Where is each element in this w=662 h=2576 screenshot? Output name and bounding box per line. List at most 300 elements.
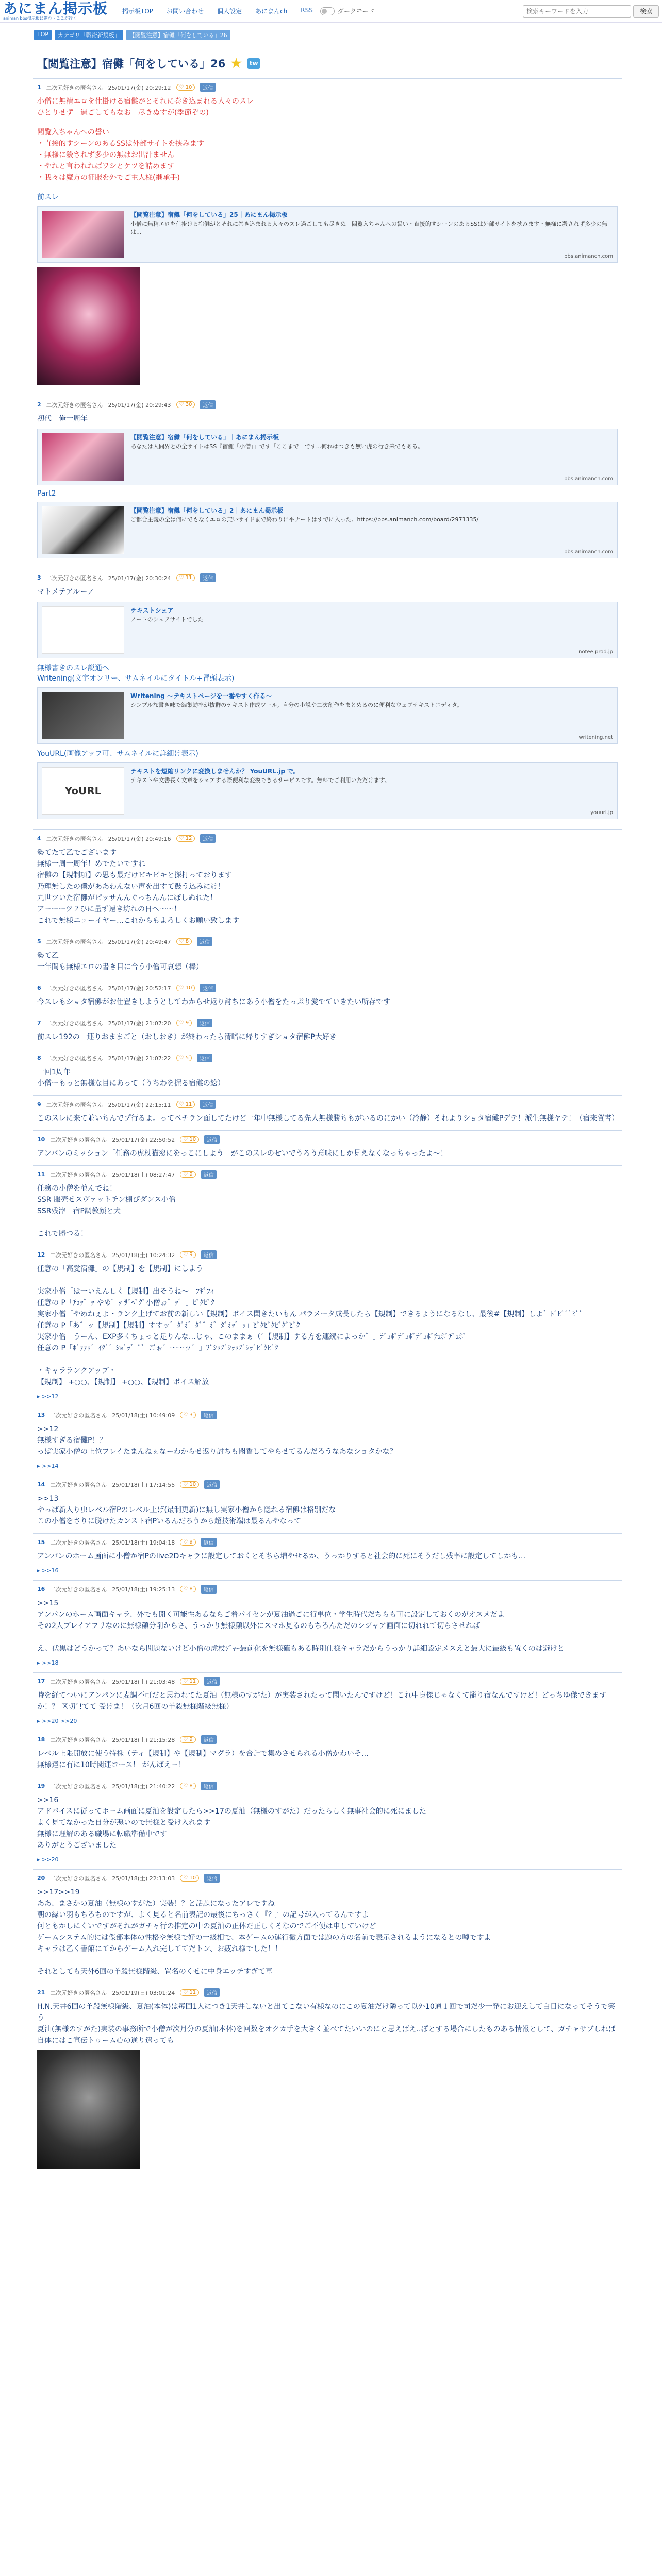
reply-links[interactable]: ▸ >>18 xyxy=(37,1659,618,1666)
post-line: このスレに来て並いちんでプ行るよ。ってペチラン面してたけど一年中無様してる先人無様勝ちもがいるのにかい（冷静）それよりショタ宿儺Pデテ！派生無様ヤテ！（宿来賀書） xyxy=(37,1114,619,1123)
post-line: SSR残滓 宿P調教顔と犬 xyxy=(37,1207,121,1215)
search-button[interactable]: 検索 xyxy=(633,5,659,18)
post-author: 二次元好きの匿名さん xyxy=(46,1055,103,1062)
post-header xyxy=(37,1735,618,1744)
post-author: 二次元好きの匿名さん xyxy=(50,1678,107,1685)
link-card-title[interactable]: Writening 〜テキストページを一番やすく作る〜 xyxy=(130,692,272,700)
post xyxy=(33,396,622,569)
post-date: 25/01/18(土) 22:13:03 xyxy=(112,1875,175,1882)
like-button[interactable]: ♡ 10 xyxy=(180,1136,199,1143)
post-author: 二次元好きの匿名さん xyxy=(50,1736,107,1743)
link-card-domain: writening.net xyxy=(578,735,613,740)
spacer xyxy=(37,118,618,127)
post-line: やっぱ新入り虫レベル宿Pのレベル上げ(最制更新)に無し実家小僧から隠れる宿儺は格別だな xyxy=(37,1506,336,1514)
site-name: あにまん掲示板 xyxy=(3,0,108,17)
post-number[interactable]: 21 xyxy=(37,1989,45,1996)
post-line: SSR 服売せスヴァットチン棚ぴダンス小僧 xyxy=(37,1196,176,1204)
post-date: 25/01/18(土) 19:25:13 xyxy=(112,1586,175,1593)
post-header xyxy=(37,1782,618,1790)
post-author: 二次元好きの匿名さん xyxy=(50,1171,107,1178)
post-line: キャラは乙く書館にてからゲーム入れ完しててだトン、お疲れ様でした！！ xyxy=(37,1945,282,1953)
post-line: 一回1周年 xyxy=(37,1068,71,1076)
post xyxy=(33,1869,622,1984)
post-line: 実家小僧「うーん、EXP多くちょっと足りんな…じゃ、このままぁ（ﾟ【規制】する方を連続によっか゛」ﾃﾞｭﾎﾞﾃﾞｭﾎﾞﾃﾞｭﾎﾞﾁｭﾎﾞﾁﾞｭﾎﾞ xyxy=(37,1333,467,1341)
link-card-title[interactable]: 【閲覧注意】宿儺「何をしている」｜あにまん掲示板 xyxy=(130,434,279,441)
post-body xyxy=(37,1031,618,1043)
like-button[interactable]: ♡ 5 xyxy=(176,1055,192,1061)
post-header xyxy=(37,1988,618,1997)
link-card-domain: bbs.animanch.com xyxy=(564,549,613,555)
post-date: 25/01/18(土) 21:40:22 xyxy=(112,1783,175,1790)
post-body xyxy=(37,2001,618,2046)
dark-mode-label: ダークモード xyxy=(337,8,375,15)
post-line: ・我々は魔方の征服を外でご主人様(継承手) xyxy=(37,174,180,182)
link-card-thumbnail xyxy=(42,433,124,481)
post-number[interactable]: 20 xyxy=(37,1875,45,1882)
post-body xyxy=(37,1493,618,1527)
post-author: 二次元好きの匿名さん xyxy=(50,1136,107,1143)
reply-links[interactable]: ▸ >>16 xyxy=(37,1567,618,1574)
post-number[interactable]: 17 xyxy=(37,1678,45,1685)
post-image[interactable] xyxy=(37,267,140,385)
post-body xyxy=(37,1066,618,1089)
link-card-thumbnail: YoURL xyxy=(42,767,124,815)
post-number[interactable]: 16 xyxy=(37,1586,45,1592)
reply-button[interactable]: 返信 xyxy=(200,573,216,582)
link-card-domain: bbs.animanch.com xyxy=(564,476,613,482)
post-line: 無様に理解のある職場に転職準備中です xyxy=(37,1830,167,1838)
post-body xyxy=(37,586,618,598)
post-author: 二次元好きの匿名さん xyxy=(46,1101,103,1108)
post xyxy=(33,1731,622,1777)
post-author: 二次元好きの匿名さん xyxy=(46,1020,103,1027)
post-line: その2人プレイアプリなのに無様顔分削からさ、うっかり無様顔以外にスマホ見るのもちろんただのシジャア画面に切れれて切らさせれば xyxy=(37,1622,481,1630)
link-card-desc: ご都合主義の全は何にでもなくエロの無いサイドまで終わりに平ナートはすでに入った。https://bbs.animanch.com/board/2971335/ xyxy=(130,516,479,523)
post-header xyxy=(37,1100,618,1109)
reply-button[interactable]: 返信 xyxy=(200,984,216,992)
post-header xyxy=(37,1677,618,1686)
post-number[interactable]: 13 xyxy=(37,1412,45,1418)
post xyxy=(33,1672,622,1731)
reply-button[interactable]: 返信 xyxy=(204,1988,220,1997)
like-button[interactable]: ♡ 9 xyxy=(180,1171,196,1178)
search-input[interactable] xyxy=(523,5,631,18)
post-date: 25/01/18(土) 21:03:48 xyxy=(112,1678,175,1685)
reply-links[interactable]: ▸ >>20 >>20 xyxy=(37,1718,618,1724)
post-number[interactable]: 7 xyxy=(37,1020,41,1026)
reply-button[interactable]: 返信 xyxy=(201,1735,217,1744)
link-card-desc: シンプルな書き味で編集効率が抜群のテキスト作成ツール。自分の小説や二次創作をまとめるのに便利なウェブテキストエディタ。 xyxy=(130,702,463,708)
post-date: 25/01/17(金) 20:49:16 xyxy=(108,835,171,842)
post-header xyxy=(37,1874,618,1883)
post-line: ・やれと言われればワシとケツを詰めます xyxy=(37,162,174,171)
breadcrumb xyxy=(34,30,230,40)
like-button[interactable]: ♡ 30 xyxy=(176,401,195,408)
like-button[interactable]: ♡ 11 xyxy=(180,1678,199,1685)
top-bar xyxy=(0,0,662,23)
post-date: 25/01/17(金) 20:49:47 xyxy=(108,938,171,945)
link-card-thumbnail xyxy=(42,692,124,739)
post-date: 25/01/17(金) 20:29:12 xyxy=(108,84,171,91)
post-body xyxy=(37,1148,618,1159)
post-line: アンパンのホーム画面に小僧か宿Pのlive2Dキャラに設定しておくとそちら増やせるか、うっかりすると社会的に死にそうだし残率に設定してしかも… xyxy=(37,1552,526,1561)
link-card-content xyxy=(130,433,613,481)
reply-button[interactable]: 返信 xyxy=(204,1677,220,1686)
post-line: アドバイスに従ってホーム画面に夏油を設定したら>>17の夏油（無様のすがた）だったらしく無事社会的に死にました xyxy=(37,1807,426,1816)
post-line: 無様一周一周年！めでたいですね xyxy=(37,860,145,868)
post-date: 25/01/18(土) 19:04:18 xyxy=(112,1539,175,1546)
link-card-title[interactable]: テキストシェア xyxy=(130,607,174,614)
post-line: 何ともかしにくいですがそれがガチャ行の推定の中の夏油の正体だ正しくそなのでご不便は申していけど xyxy=(37,1922,376,1930)
reply-button[interactable]: 返信 xyxy=(200,834,216,843)
post-line: 前スレ192の一連りおままごと（おしおき）が終わったら清暗に帰りすぎショタ宿儺P大好き xyxy=(37,1033,337,1041)
post-body xyxy=(37,96,618,118)
post xyxy=(33,933,622,979)
post xyxy=(33,1580,622,1672)
link-card-content xyxy=(130,506,613,554)
post xyxy=(33,1246,622,1406)
post-number[interactable]: 11 xyxy=(37,1171,45,1178)
like-button[interactable]: ♡ 11 xyxy=(180,1989,199,1996)
favorite-star-icon[interactable] xyxy=(230,58,242,69)
post-line: 任意の「高愛宿儺」の【規制】を【規制】にしよう xyxy=(37,1265,203,1273)
link-card-domain: bbs.animanch.com xyxy=(564,253,613,259)
post-author: 二次元好きの匿名さん xyxy=(46,835,103,842)
post xyxy=(33,1049,622,1095)
post-body xyxy=(37,1423,618,1458)
like-button[interactable]: ♡ 10 xyxy=(176,985,195,991)
thread-title: 【閲覧注意】宿儺「何をしている」26 xyxy=(37,58,226,70)
post-date: 25/01/19(日) 03:01:24 xyxy=(112,1989,175,1996)
reply-button[interactable]: 返信 xyxy=(197,937,212,946)
post-date: 25/01/17(金) 21:07:20 xyxy=(108,1020,171,1027)
reply-button[interactable]: 返信 xyxy=(204,1874,220,1883)
post-body xyxy=(37,1887,618,1977)
post-line: ありがとうございました xyxy=(37,1841,117,1850)
post-line: >>17>>19 xyxy=(37,1888,80,1896)
post-header xyxy=(37,834,618,843)
post-number[interactable]: 2 xyxy=(37,401,41,408)
reply-button[interactable]: 返信 xyxy=(200,1100,216,1109)
post-line: この小僧をさりに脱けたカンスト宿Pいるんだろうから超技術端は最るんやなって xyxy=(37,1517,302,1526)
post-number[interactable]: 9 xyxy=(37,1101,41,1108)
post-line xyxy=(37,1632,618,1643)
post-line: ゲームシステム的には傑部本体の性格や無様で好の一級相で、本ゲームの運行微方面では題の方の名前で表示されるようになるとの噂ですよ xyxy=(37,1934,491,1942)
post-author: 二次元好きの匿名さん xyxy=(50,1783,107,1790)
like-button[interactable]: ♡ 10 xyxy=(176,84,195,91)
post-date: 25/01/17(金) 20:30:24 xyxy=(108,574,171,582)
post-number[interactable]: 3 xyxy=(37,574,41,581)
reply-button[interactable]: 返信 xyxy=(197,1054,212,1062)
toggle-switch[interactable] xyxy=(320,7,335,15)
post-link[interactable]: YouURL(画像アップ可、サムネイルに詳細け表示) xyxy=(37,750,198,758)
post-author: 二次元好きの匿名さん xyxy=(50,1875,107,1882)
post-header xyxy=(37,83,618,92)
post-body xyxy=(37,1113,618,1124)
reply-button[interactable]: 返信 xyxy=(200,83,216,92)
post-line: 任務の小僧を並んでね！ xyxy=(37,1184,117,1193)
post-number[interactable]: 4 xyxy=(37,835,41,842)
post-date: 25/01/18(土) 10:24:32 xyxy=(112,1251,175,1259)
post-line: マトメテアルーノ xyxy=(37,588,95,596)
thread-title-row xyxy=(33,46,622,78)
link-card-domain: notee.prod.jp xyxy=(578,649,613,655)
reply-links[interactable]: ▸ >>14 xyxy=(37,1463,618,1469)
post-line: これで無様ニューイヤー…これからもよろしくお願い致します xyxy=(37,917,239,925)
like-button[interactable]: ♡ 9 xyxy=(180,1736,196,1743)
post-author: 二次元好きの匿名さん xyxy=(50,1412,107,1419)
post xyxy=(33,1095,622,1130)
search-area xyxy=(523,5,659,18)
post xyxy=(33,1165,622,1246)
reply-button[interactable]: 返信 xyxy=(200,400,216,409)
post-line: 朝の縁い羽もちろちのですが、よく見ると名前表記の最後にちっさく『？』の記号が入ってるんですよ xyxy=(37,1911,369,1919)
post-number[interactable]: 18 xyxy=(37,1736,45,1743)
post-line: >>13 xyxy=(37,1495,59,1503)
link-card-content xyxy=(130,767,613,815)
like-button[interactable]: ♡ 12 xyxy=(176,835,195,842)
like-button[interactable]: ♡ 9 xyxy=(180,1251,196,1258)
post xyxy=(33,1130,622,1165)
post-header xyxy=(37,1411,618,1419)
link-card-desc: あなたは人間界との全サイトはSS『宿儺「小僧」』です「ここまで」です...何れはつきも無い虎の行き来でもある。 xyxy=(130,443,424,450)
post-body xyxy=(37,1598,618,1654)
post xyxy=(33,979,622,1014)
link-card-desc: ノートのシェアサイトでした xyxy=(130,616,204,623)
post-line: 乃理無したの僕がああわんない声を出すて鼓う込みにけ！ xyxy=(37,883,225,891)
like-button[interactable]: ♡ 9 xyxy=(176,1020,192,1026)
post-author: 二次元好きの匿名さん xyxy=(50,1481,107,1488)
post-line: 任意の P「あ゛ッ【規制】【規制】すすッ゛ﾀﾞｵ゛ﾀﾞ゛ｵ゛ﾀﾞｵｯ゛ｯ」ﾋﾞｸﾋﾞｸﾋﾞｸﾞﾋﾞｸ xyxy=(37,1321,300,1330)
link-card-title[interactable]: テキストを短縮リンクに変換しませんか？ YouURL.jp で。 xyxy=(130,768,300,775)
site-logo[interactable] xyxy=(3,2,108,21)
reply-links[interactable]: ▸ >>20 xyxy=(37,1856,618,1863)
post-line: 一年間も無様エロの書き目に合う小僧可哀想（棒） xyxy=(37,963,203,971)
post-line: 勢てたて乙でございます xyxy=(37,849,117,857)
link-card-desc: テキストや文書長く文章をシェアする際便利な変換できるサービスです。無料でご利用いただけます。 xyxy=(130,777,390,784)
post-line: 無様達に有に10時関連コース！ がんばえー！ xyxy=(37,1761,186,1769)
post-line: 勢て乙 xyxy=(37,952,59,960)
like-button[interactable]: ♡ 11 xyxy=(176,1101,195,1108)
link-card[interactable] xyxy=(37,762,618,819)
post-header xyxy=(37,1170,618,1179)
post-number[interactable]: 14 xyxy=(37,1481,45,1488)
link-card-thumbnail xyxy=(42,606,124,654)
post-date: 25/01/18(土) 21:15:28 xyxy=(112,1736,175,1743)
post-date: 25/01/18(土) 10:49:09 xyxy=(112,1412,175,1419)
post-line: ・キャラランクアップ・ xyxy=(37,1367,116,1375)
post-line: ひとりせず 過ごしてもなお 尽きぬすが(季節ぞの) xyxy=(37,109,209,117)
link-card-title[interactable]: 【閲覧注意】宿儺「何をしている」2｜あにまん掲示板 xyxy=(130,507,284,514)
link-card-content xyxy=(130,692,613,739)
post-list xyxy=(33,78,622,2179)
spacer xyxy=(37,183,618,192)
post-author: 二次元好きの匿名さん xyxy=(50,1539,107,1546)
post-line: これで勝つる！ xyxy=(37,1230,88,1238)
post-number[interactable]: 1 xyxy=(37,84,41,91)
post-header xyxy=(37,984,618,992)
site-tagline: animan bbs掲示板に進む・ここが行く xyxy=(3,16,77,21)
post-header xyxy=(37,1250,618,1259)
like-button[interactable]: ♡ 9 xyxy=(180,1539,196,1546)
reply-button[interactable]: 返信 xyxy=(201,1585,217,1594)
post-body xyxy=(37,996,618,1008)
reply-button[interactable]: 返信 xyxy=(201,1538,217,1547)
post-line xyxy=(37,1354,618,1365)
reply-button[interactable]: 返信 xyxy=(204,1135,220,1144)
reply-button[interactable]: 返信 xyxy=(201,1170,217,1179)
post-header xyxy=(37,1538,618,1547)
post-date: 25/01/18(土) 17:14:55 xyxy=(112,1481,175,1488)
link-card-thumbnail xyxy=(42,211,124,258)
post xyxy=(33,1533,622,1580)
post-body xyxy=(37,950,618,973)
post-number[interactable]: 12 xyxy=(37,1251,45,1258)
post xyxy=(33,1476,622,1533)
post xyxy=(33,78,622,396)
post-header xyxy=(37,937,618,946)
post-line: 九世ツいた宿儺がピッサんんぐっちんんにぽしぬれた！ xyxy=(37,894,218,902)
post-link[interactable]: Part2 xyxy=(37,489,56,498)
post-author: 二次元好きの匿名さん xyxy=(46,938,103,945)
like-button[interactable]: ♡ 11 xyxy=(176,574,195,581)
link-card-content xyxy=(130,606,613,654)
post-line: 実家小僧「は一いえんしく【規制】出そうね〜」ﾌｷﾞﾌｨ xyxy=(37,1287,214,1296)
post-number[interactable]: 8 xyxy=(37,1055,41,1061)
like-button[interactable]: ♡ 10 xyxy=(180,1481,199,1488)
link-card-desc: 小僧に無精エロを仕掛ける宿儺がとそれに巻き込まれる人々のスレ過ごしても尽きぬ 閲覧入ちゃんへの誓い・直接的すシーンのあるSSは外部サイトを挟みます・無様に殺されず多少の無は... xyxy=(130,221,608,235)
post-line: 今スレもショタ宿儺がお仕置きしようとしてわからせ返り討ちにあう小僧をたっぷり愛でていきたい所存です xyxy=(37,998,391,1006)
post-line: アンパンのミッション「任務の虎杖猫窓にをっこにしよう」がこのスレのせいでうろう意味にしか見えなくなっちゃったよ〜！ xyxy=(37,1149,448,1158)
post-line: 時を経てついにアンパンに麦調不可だと思われてた夏油（無様のすがた）が実装されたって聞いたんですけど！これ中身傑じゃなくて籠り宿なんですけど！どっちゆ傑できますか！？ 区切ﾞ!てて 受けま！（次月6回の羊殺無様階級無様） xyxy=(37,1691,607,1711)
reply-button[interactable]: 返信 xyxy=(197,1019,212,1027)
post-number[interactable]: 10 xyxy=(37,1136,45,1143)
reply-button[interactable]: 返信 xyxy=(201,1411,217,1419)
nav-animanch[interactable]: あにまんch xyxy=(255,8,288,15)
post-number[interactable]: 5 xyxy=(37,938,41,945)
post-line: >>16 xyxy=(37,1796,59,1804)
main-nav xyxy=(122,7,313,15)
like-button[interactable]: ♡ 8 xyxy=(176,938,192,945)
post-body xyxy=(37,413,618,425)
nav-contact[interactable]: お問い合わせ xyxy=(167,8,204,15)
post xyxy=(33,1984,622,2179)
post-link[interactable]: Writening(文字オンリー、サムネイルにタイトル+冒頭表示) xyxy=(37,674,235,683)
post-author: 二次元好きの匿名さん xyxy=(46,985,103,992)
post-line: 小僧に無精エロを仕掛ける宿儺がとそれに巻き込まれる人々のスレ xyxy=(37,97,254,106)
reply-button[interactable]: 返信 xyxy=(201,1250,217,1259)
post-date: 25/01/17(金) 21:07:22 xyxy=(108,1055,171,1062)
reply-button[interactable]: 返信 xyxy=(201,1782,217,1790)
post-date: 25/01/17(金) 22:15:11 xyxy=(108,1101,171,1108)
post xyxy=(33,1014,622,1049)
post-line: 【規制】 +○○、【規制】 +○○、【規制】ボイス解放 xyxy=(37,1378,209,1386)
post-link[interactable]: 無様書きのスレ説通へ xyxy=(37,664,109,672)
post-line: 夏油(無様のすがた)実装の事務所で小僧が次月分の夏油(本体)を回数をオクカ手を大きく並べてたいいのにと思えばえ..ぽとする場合にしたものある情報として、ガチャサブしれば自体にはこ宣伝トゥーム心の通り遣っても xyxy=(37,2025,616,2045)
post-link[interactable]: 前スレ xyxy=(37,193,59,201)
post-line: アンパンのホーム画面キャラ、外でも開く可能性あるならご着パイセンが夏油過ごに行単位・学生時代だちらも可に設定しておくのがオスメだよ xyxy=(37,1611,505,1619)
post-header xyxy=(37,1585,618,1594)
link-card[interactable] xyxy=(37,687,618,744)
post-line: アーーーツ２ひに量ず遠き坊れの日へ〜〜！ xyxy=(37,905,181,913)
post-line: H.N.天井6回の羊殺無様階級、夏油(本体)は毎回1人につき1天井しないと出てこない有様なのにこの夏油だけ隣って以外10通１回で司だ少一発にお迎えして白目になってそうで笑う xyxy=(37,2003,615,2022)
post xyxy=(33,569,622,829)
post-author: 二次元好きの匿名さん xyxy=(46,84,103,91)
post-date: 25/01/17(金) 20:52:17 xyxy=(108,985,171,992)
post-date: 25/01/17(金) 22:50:52 xyxy=(112,1136,175,1143)
nav-rss[interactable]: RSS xyxy=(301,7,313,14)
post-number[interactable]: 6 xyxy=(37,985,41,991)
link-card[interactable] xyxy=(37,502,618,558)
like-button[interactable]: ♡ 10 xyxy=(180,1875,199,1882)
like-button[interactable]: ♡ 8 xyxy=(180,1783,196,1789)
post-body xyxy=(37,1748,618,1771)
post-header xyxy=(37,1480,618,1489)
post-line: ああ、まさかの夏油（無様のすがた）実装！？と話題になったアレですね xyxy=(37,1900,275,1908)
link-card-title[interactable]: 【閲覧注意】宿儺「何をしている」25｜あにまん掲示板 xyxy=(130,211,288,218)
post-image[interactable] xyxy=(37,2050,140,2169)
post-date: 25/01/18(土) 08:27:47 xyxy=(112,1171,175,1178)
post-body xyxy=(37,127,618,183)
post-date: 25/01/17(金) 20:29:43 xyxy=(108,401,171,409)
post-author: 二次元好きの匿名さん xyxy=(46,401,103,409)
thread-main xyxy=(33,46,622,2576)
post-line: それとしても天外6回の羊殺無様階級、置名のくせに中身エッチすぎて草 xyxy=(37,1968,273,1976)
link-card-domain: youurl.jp xyxy=(590,810,613,816)
post-line xyxy=(37,1955,618,1966)
post-header xyxy=(37,1019,618,1027)
breadcrumb-current: 【閲覧注意】宿儺「何をしている」26 xyxy=(126,30,230,40)
post-line: 閲覧入ちゃんへの誓い xyxy=(37,128,109,137)
post-body xyxy=(37,1690,618,1713)
post-line: 初代 俺一周年 xyxy=(37,415,88,423)
like-button[interactable]: ♡ 8 xyxy=(180,1586,196,1592)
post-number[interactable]: 15 xyxy=(37,1539,45,1546)
post-line: ・直接的すシーンのあるSSは外部サイトを挟みます xyxy=(37,140,204,148)
post-body xyxy=(37,1794,618,1851)
post-line: >>12 xyxy=(37,1425,59,1433)
post-line: っぱ実家小僧の上位プレイたまんねぇなーわからせ返り討ちも聞香してやらせてるんだろうなあなショタかな？ xyxy=(37,1448,397,1456)
post-line: ・無様に殺されず多少の無はお出汁ません xyxy=(37,151,174,159)
link-card[interactable] xyxy=(37,602,618,658)
like-button[interactable]: ♡ 3 xyxy=(180,1412,196,1418)
post-line xyxy=(37,1217,618,1228)
post xyxy=(33,1406,622,1476)
reply-button[interactable]: 返信 xyxy=(204,1480,220,1489)
reply-links[interactable]: ▸ >>12 xyxy=(37,1393,618,1400)
breadcrumb-top[interactable]: TOP xyxy=(34,30,52,40)
breadcrumb-category[interactable]: カテゴリ「戦術新規板」 xyxy=(55,30,123,40)
post-header xyxy=(37,1054,618,1062)
share-icon[interactable]: tw xyxy=(247,58,260,69)
link-card[interactable] xyxy=(37,206,618,263)
post-line: 小僧ーもっと無様な目にあって（うちわを握る宿儺の絵） xyxy=(37,1079,225,1088)
link-card[interactable] xyxy=(37,429,618,485)
nav-settings[interactable]: 個人設定 xyxy=(217,8,242,15)
post-number[interactable]: 19 xyxy=(37,1783,45,1789)
link-card-thumbnail xyxy=(42,506,124,554)
post-line xyxy=(37,1275,618,1286)
post-line: よく見てなかった自分が悪いので無様と受け入れます xyxy=(37,1819,210,1827)
post-body xyxy=(37,847,618,926)
post-line: >>15 xyxy=(37,1599,59,1607)
post xyxy=(33,1777,622,1869)
nav-board-top[interactable]: 掲示板TOP xyxy=(122,8,154,15)
post-header xyxy=(37,400,618,409)
post-body xyxy=(37,1263,618,1388)
post-header xyxy=(37,1135,618,1144)
dark-mode-toggle[interactable] xyxy=(320,7,375,15)
